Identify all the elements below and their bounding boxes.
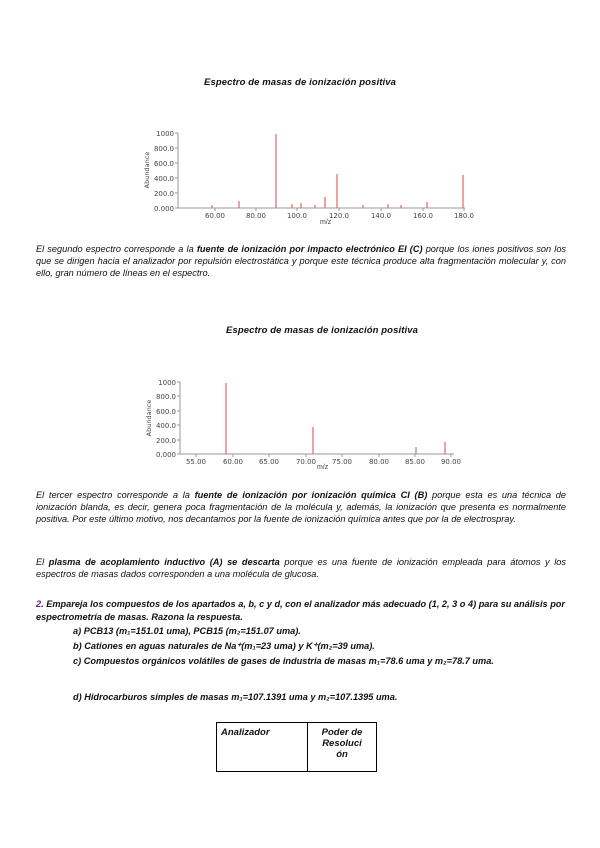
spectrum1-xtick: 160.0 <box>412 212 434 220</box>
spectrum2-xtick: 75.00 <box>331 458 353 466</box>
spectrum2-ytick: 800.0 <box>155 393 176 401</box>
spectrum1-xtick: 140.0 <box>370 212 392 220</box>
spectrum1-xtick: 60.00 <box>204 212 226 220</box>
paragraph-ci: El tercer espectro corresponde a la fuente de ionización por ionización química CI (B) porque esta es una técnica de ionización blanda, es decir, genera poca fragmentación de la molécula y, además, la ionización que presenta es normalmente positiva. Por este último motivo, nos decantamos por la fuente de ionización química antes que por la de electrospray. <box>36 490 567 524</box>
spectrum2-xtick: 85.00 <box>404 458 426 466</box>
spectrum2-xtick: 90.00 <box>440 458 462 466</box>
spectrum1-chart <box>140 125 475 220</box>
spectrum2-title: Espectro de masas de ionización positiva <box>226 325 418 336</box>
question-item-a: a) PCB13 (m₁=151.01 uma), PCB15 (m₂=151.07 uma). <box>73 626 301 636</box>
spectrum1-title: Espectro de masas de ionización positiva <box>204 77 396 88</box>
table-header-poder-resolucion: Poder de Resoluci ón <box>308 723 377 772</box>
analyzer-table <box>216 722 377 772</box>
spectrum1-ytick: 0.000 <box>153 205 174 213</box>
spectrum1-ytick: 1000 <box>156 130 174 138</box>
question-item-b: b) Cationes en aguas naturales de Na⁺(m₁=23 uma) y K⁺(m₂=39 uma). <box>73 641 375 651</box>
question-item-c: c) Compuestos orgánicos volátiles de gases de industria de masas m₁=78.6 uma y m₂=78.7 uma. <box>73 656 494 666</box>
spectrum2-xtick: 70.00 <box>295 458 317 466</box>
spectrum2-xlabel: m/z <box>317 464 329 471</box>
spectrum1-ytick: 600.0 <box>153 160 174 168</box>
paragraph-ei: El segundo espectro corresponde a la fuente de ionización por impacto electrónico EI (C) porque los iones positivos son los que se dirigen hacia el analizador por repulsión electrostática y porque este técnica produce alta fragmentación molecular y, con ello, gran número de líneas en el espectro. <box>36 244 567 278</box>
question-2: 2. Empareja los compuestos de los apartados a, b, c y d, con el analizador más adecuado (1, 2, 3 o 4) para su análisis por espectrometría de masas. Razona la respuesta. <box>36 599 565 622</box>
spectrum1-ylabel: Abundance <box>143 151 151 189</box>
spectrum1-xtick: 100.0 <box>286 212 308 220</box>
spectrum1-ytick: 400.0 <box>153 175 174 183</box>
spectrum2-chart <box>142 374 464 468</box>
spectrum2-ytick: 400.0 <box>155 422 176 430</box>
spectrum2-ytick: 1000 <box>158 379 176 387</box>
spectrum2-xtick: 80.00 <box>368 458 390 466</box>
spectrum2-xtick: 65.00 <box>258 458 280 466</box>
spectrum1-xlabel: m/z <box>320 219 332 226</box>
spectrum1-xtick: 80.00 <box>245 212 267 220</box>
table-header-analizador: Analizador <box>217 723 308 772</box>
question-item-d: d) Hidrocarburos simples de masas m₁=107.1391 uma y m₂=107.1395 uma. <box>73 692 398 702</box>
paragraph-icp: El plasma de acoplamiento inductivo (A) se descarta porque es una fuente de ionización empleada para átomos y los espectros de masas dados corresponden a una molécula de glucosa. <box>36 557 566 579</box>
spectrum2-ylabel: Abundance <box>145 399 153 437</box>
spectrum1-ytick: 800.0 <box>153 145 174 153</box>
spectrum2-ytick: 600.0 <box>155 408 176 416</box>
spectrum2-ytick: 200.0 <box>155 437 176 445</box>
spectrum2-xtick: 55.00 <box>185 458 207 466</box>
spectrum2-ytick: 0.000 <box>155 451 176 459</box>
spectrum1-ytick: 200.0 <box>153 190 174 198</box>
spectrum1-xtick: 120.0 <box>328 212 350 220</box>
spectrum2-xtick: 60.00 <box>222 458 244 466</box>
question-number: 2 <box>36 599 42 609</box>
spectrum1-xtick: 180.0 <box>453 212 475 220</box>
